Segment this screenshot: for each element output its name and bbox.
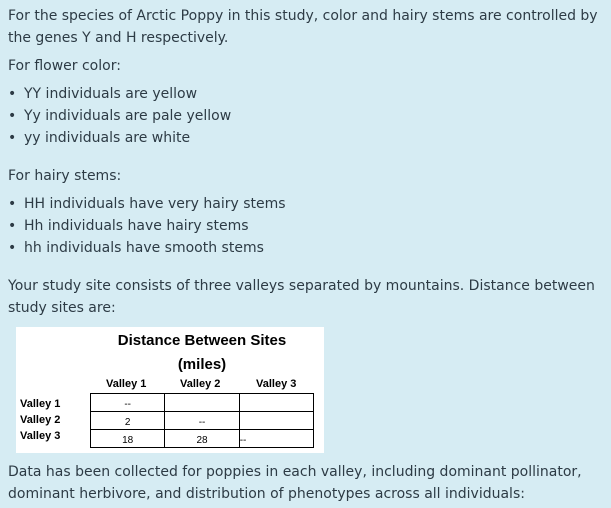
flower-color-label: For flower color: (8, 58, 121, 74)
document-body (8, 5, 600, 505)
table-cell (239, 394, 313, 412)
table-cell: 18 (91, 430, 165, 448)
table-title-units: (miles) (177, 356, 227, 373)
data-paragraph: Data has been collected for poppies in each valley, including dominant pollinator, dominant herbivore, and distribution of phenotypes across all individuals: (8, 464, 582, 502)
table-cell: -- (91, 394, 165, 412)
table-cell: -- (239, 430, 313, 448)
table-cell: 2 (91, 412, 165, 430)
flower-color-list (8, 83, 600, 149)
distance-table-image (16, 327, 324, 453)
row-header: Valley 3 (20, 430, 61, 442)
list-item: • hh individuals have smooth stems (24, 237, 600, 259)
list-item: • yy individuals are white (24, 127, 600, 149)
row-header: Valley 2 (20, 414, 61, 426)
hairy-stems-list (8, 193, 600, 259)
column-header: Valley 2 (180, 378, 221, 390)
distance-grid (90, 393, 314, 448)
table-cell: -- (165, 412, 239, 430)
table-row (91, 412, 314, 430)
column-header: Valley 1 (106, 378, 147, 390)
list-item: • Hh individuals have hairy stems (24, 215, 600, 237)
column-header: Valley 3 (256, 378, 297, 390)
list-item: • YY individuals are yellow (24, 83, 600, 105)
table-row (91, 430, 314, 448)
table-row (91, 394, 314, 412)
table-cell: 28 (165, 430, 239, 448)
table-title: Distance Between Sites (117, 332, 287, 349)
list-item: • HH individuals have very hairy stems (24, 193, 600, 215)
list-item: • Yy individuals are pale yellow (24, 105, 600, 127)
table-cell (239, 412, 313, 430)
study-site-paragraph: Your study site consists of three valleys separated by mountains. Distance between study sites are: (8, 278, 595, 316)
row-header: Valley 1 (20, 398, 61, 410)
intro-paragraph: For the species of Arctic Poppy in this study, color and hairy stems are controlled by the genes Y and H respectively. (8, 8, 598, 46)
hairy-stems-label: For hairy stems: (8, 168, 122, 184)
table-cell (165, 394, 239, 412)
